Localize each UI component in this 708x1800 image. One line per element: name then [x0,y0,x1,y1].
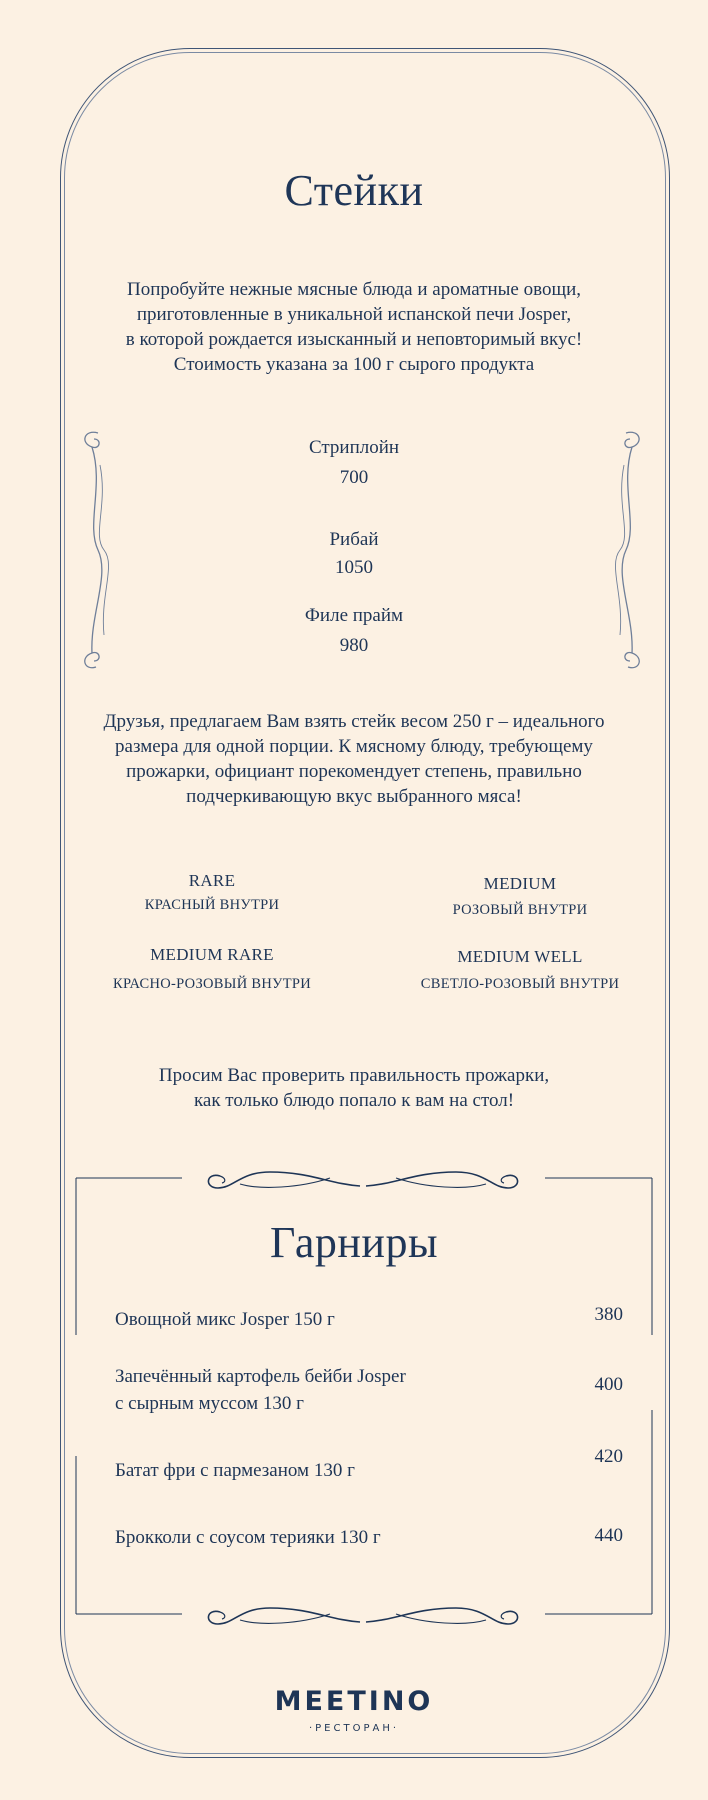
steaks-intro-line: приготовленные в уникальной испанской печи Josper, [136,304,572,325]
steak-item-name: Филе прайм [304,605,404,626]
side-item-price: 380 [594,1304,623,1325]
steaks-note-line: Друзья, предлагаем Вам взять стейк весом 250 г – идеального [103,711,605,732]
steak-item-price: 980 [339,635,369,656]
sides-top-ornament [200,1160,526,1200]
side-item-name-line: Запечённый картофель бейби Josper [115,1366,406,1387]
steak-item-price: 700 [339,467,369,488]
side-item-price: 440 [594,1525,623,1546]
sides-title: Гарниры [269,1218,439,1267]
doneness-medium-rare-desc: КРАСНО-РОЗОВЫЙ ВНУТРИ [112,976,312,992]
check-note-line: Просим Вас проверить правильность прожарки, [158,1065,550,1086]
steak-item-name: Рибай [329,529,379,550]
steaks-intro-line: Стоимость указана за 100 г сырого продукта [173,354,535,375]
doneness-medium-well-title: MEDIUM WELL [457,947,583,966]
check-note-line: как только блюдо попало к вам на стол! [193,1090,515,1111]
sides-bottom-ornament [200,1596,526,1636]
side-item-name [115,1306,335,1333]
side-item-name-line: Овощной микс Josper 150 г [115,1309,335,1330]
side-item-name [115,1457,355,1484]
steaks-intro-line: Попробуйте нежные мясные блюда и ароматные овощи, [126,279,582,300]
steaks-title: Стейки [284,166,424,215]
steaks-note-line: размера для одной порции. К мясному блюду, требующему [115,736,593,757]
side-item-name-line: Батат фри с пармезаном 130 г [115,1460,355,1481]
side-item-price: 400 [594,1374,623,1395]
doneness-medium-title: MEDIUM [483,874,557,893]
steaks-note-line: прожарки, официант порекомендует степень, правильно [126,761,582,782]
restaurant-logo: MEETINO [274,1686,434,1717]
side-item-name [115,1363,406,1417]
steak-item-price: 1050 [335,557,373,578]
doneness-rare-title: RARE [188,871,236,890]
side-item-name [115,1524,381,1551]
doneness-rare-desc: КРАСНЫЙ ВНУТРИ [144,897,280,913]
side-item-price: 420 [594,1446,623,1467]
doneness-medium-desc: РОЗОВЫЙ ВНУТРИ [452,902,588,918]
steaks-note-line: подчеркивающую вкус выбранного мяса! [186,786,522,807]
side-item-name-line: с сырным муссом 130 г [115,1393,304,1414]
restaurant-logo-subtitle: ·РЕСТОРАН· [308,1723,400,1734]
doneness-medium-well-desc: СВЕТЛО-РОЗОВЫЙ ВНУТРИ [420,976,620,992]
steak-item-name: Стриплойн [308,437,400,458]
steaks-intro-line: в которой рождается изысканный и неповторимый вкус! [125,329,583,350]
doneness-medium-rare-title: MEDIUM RARE [150,945,274,964]
side-item-name-line: Брокколи с соусом терияки 130 г [115,1527,381,1548]
